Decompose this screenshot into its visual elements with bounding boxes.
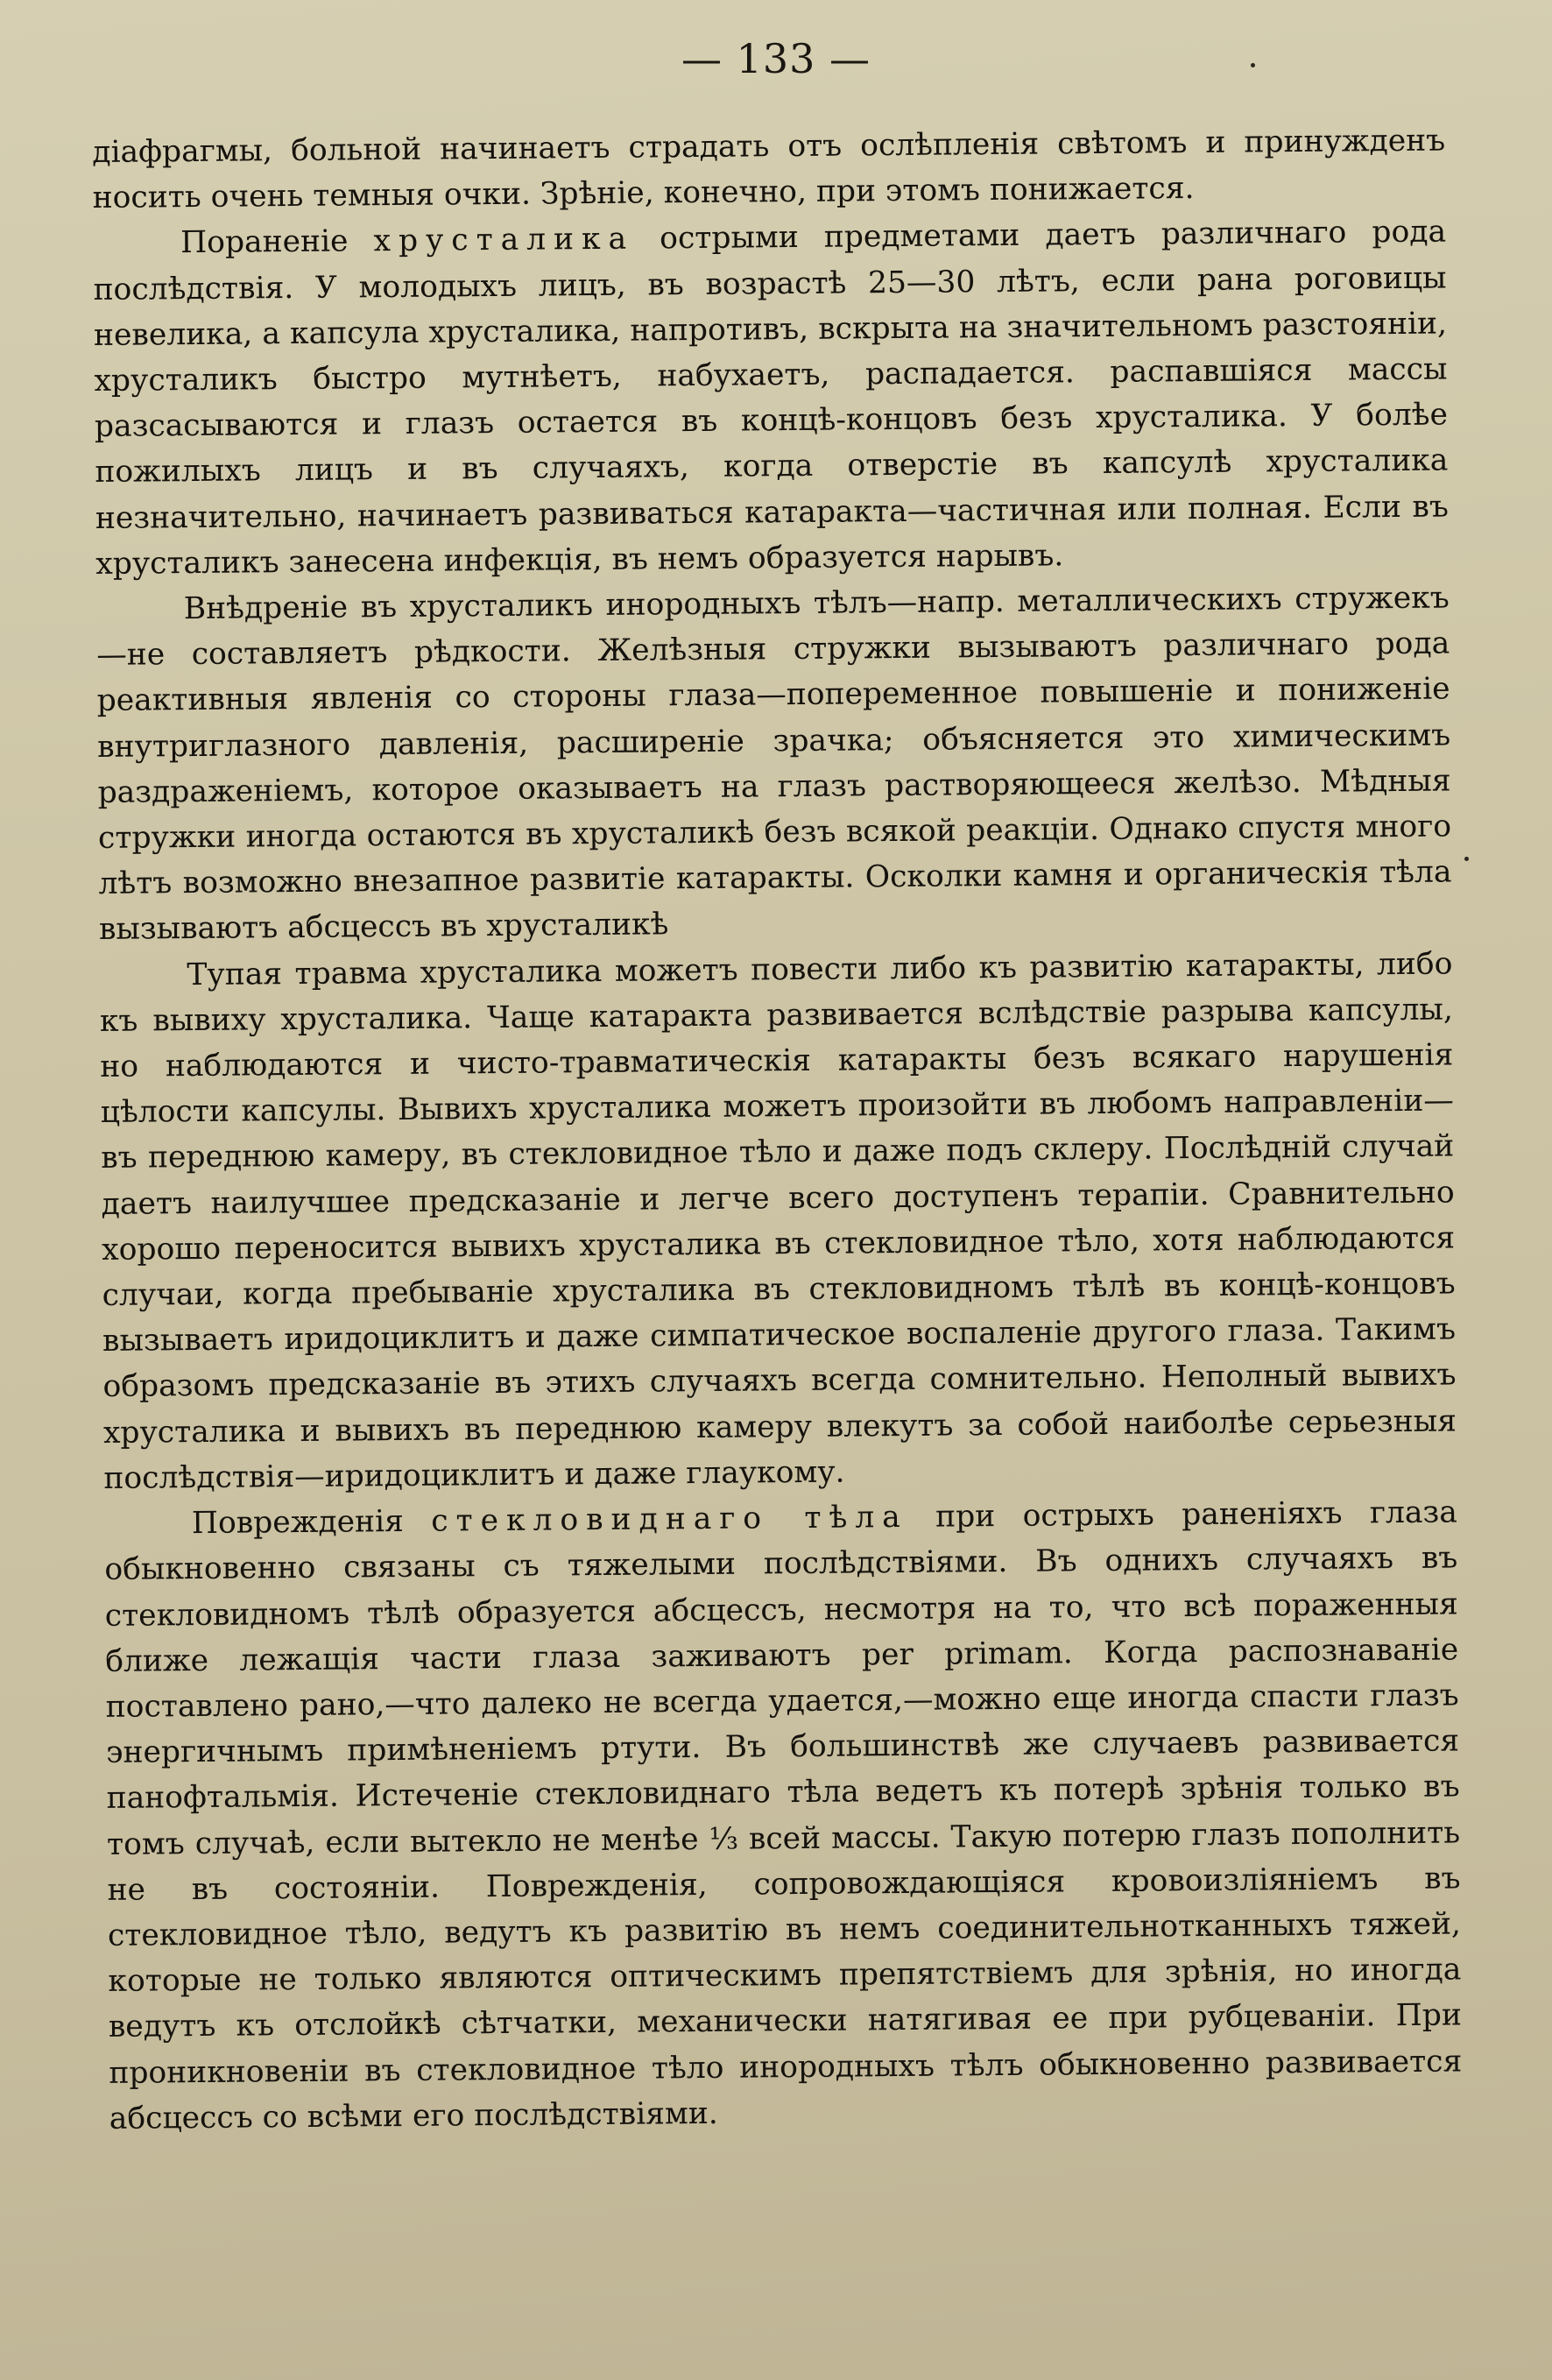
page-number: — 133 — xyxy=(681,35,871,82)
paragraph-3 xyxy=(96,576,1453,953)
paragraph-5 xyxy=(104,1490,1463,2142)
body-text xyxy=(92,118,1463,2142)
emphasized-term: хрусталика xyxy=(373,222,635,259)
paragraph-4 xyxy=(99,941,1457,1501)
paragraph-1 xyxy=(92,118,1446,222)
paragraph-text: діафрагмы, больной начинаетъ страдать отъ ослѣпленія свѣтомъ и принужденъ носить очень темныя очки. Зрѣніе, конечно, при этомъ понижается. xyxy=(92,123,1446,216)
paragraph-2 xyxy=(93,209,1450,587)
emphasized-term: стекловиднаго тѣла xyxy=(431,1500,908,1539)
paper-speck xyxy=(1464,857,1469,861)
paragraph-text: острыми предметами даетъ различнаго рода послѣдствія. У молодыхъ лицъ, въ возрастѣ 25—30 лѣтъ, если рана роговицы невелика, а капсула хрусталика, напротивъ, вскрыта на значительномъ разстояніи, хрусталикъ быстро мутнѣетъ, набухаетъ, распадается. распавшіяся массы разсасываются и глазъ остается въ концѣ-концовъ безъ хрусталика. У болѣе пожилыхъ лицъ и въ случаяхъ, когда отверстіе въ капсулѣ хрусталика незначительно, начинаетъ развиваться катаракта—частичная или полная. Если въ хрусталикъ занесена инфекція, въ немъ образуется нарывъ. xyxy=(93,214,1449,582)
paragraph-text: Внѣдреніе въ хрусталикъ инородныхъ тѣлъ—напр. металлическихъ стружекъ—не составляетъ рѣдкости. Желѣзныя стружки вызываютъ различнаго рода реактивныя явленія со стороны глаза—попеременное повышеніе и пониженіе внутриглазного давленія, расширеніе зрачка; объясняется это химическимъ раздраженіемъ, которое оказываетъ на глазъ растворяющееся желѣзо. Мѣдныя стружки иногда остаются въ хрусталикѣ безъ всякой реакціи. Однако спустя много лѣтъ возможно внезапное развитіе катаракты. Осколки камня и органическія тѣла вызываютъ абсцессъ въ хрусталикѣ xyxy=(96,580,1452,948)
paragraph-text: при острыхъ раненіяхъ глаза обыкновенно связаны съ тяжелыми послѣдствіями. Въ однихъ случаяхъ въ стекловидномъ тѣлѣ образуется абсцессъ, несмотря на то, что всѣ пораженныя ближе лежащія части глаза заживаютъ per primam. Когда распознаваніе поставлено рано,—что далеко не всегда удается,—можно еще иногда спасти глазъ энергичнымъ примѣненіемъ ртути. Въ большинствѣ же случаевъ развивается панофтальмія. Истеченіе стекловиднаго тѣла ведетъ къ потерѣ зрѣнія только въ томъ случаѣ, если вытекло не менѣе ⅓ всей массы. Такую потерю глазъ пополнить не въ состояніи. Поврежденія, сопровождающіяся кровоизліяніемъ въ стекловидное тѣло, ведутъ къ развитію въ немъ соединительнотканныхъ тяжей, которые не только являются оптическимъ препятствіемъ для зрѣнія, но иногда ведутъ къ отслойкѣ сѣтчатки, механически натягивая ее при рубцеваніи. При проникновеніи въ стекловидное тѣло инородныхъ тѣлъ обыкновенно развивается абсцессъ со всѣми его послѣдствіями. xyxy=(104,1494,1463,2136)
paragraph-text: Тупая травма хрусталика можетъ повести либо къ развитію катаракты, либо къ вывиху хрусталика. Чаще катаракта развивается вслѣдствіе разрыва капсулы, но наблюдаются и чисто-травматическія катаракты безъ всякаго нарушенія цѣлости капсулы. Вывихъ хрусталика можетъ произойти въ любомъ направленіи—въ переднюю камеру, въ стекловидное тѣло и даже подъ склеру. Послѣдній случай даетъ наилучшее предсказаніе и легче всего доступенъ терапіи. Сравнительно хорошо переносится вывихъ хрусталика въ стекловидное тѣло, хотя наблюдаются случаи, когда пребываніе хрусталика въ стекловидномъ тѣлѣ въ концѣ-концовъ вызываетъ иридоциклитъ и даже симпатическое воспаленіе другого глаза. Такимъ образомъ предсказаніе въ этихъ случаяхъ всегда сомнительно. Неполный вывихъ хрусталика и вывихъ въ переднюю камеру влекутъ за собой наиболѣе серьезныя послѣдствія—иридоциклитъ и даже глаукому. xyxy=(99,946,1457,1496)
paragraph-lead: Пораненіе xyxy=(180,223,374,261)
paragraph-lead: Поврежденія xyxy=(191,1503,432,1542)
paper-speck xyxy=(1251,63,1255,67)
